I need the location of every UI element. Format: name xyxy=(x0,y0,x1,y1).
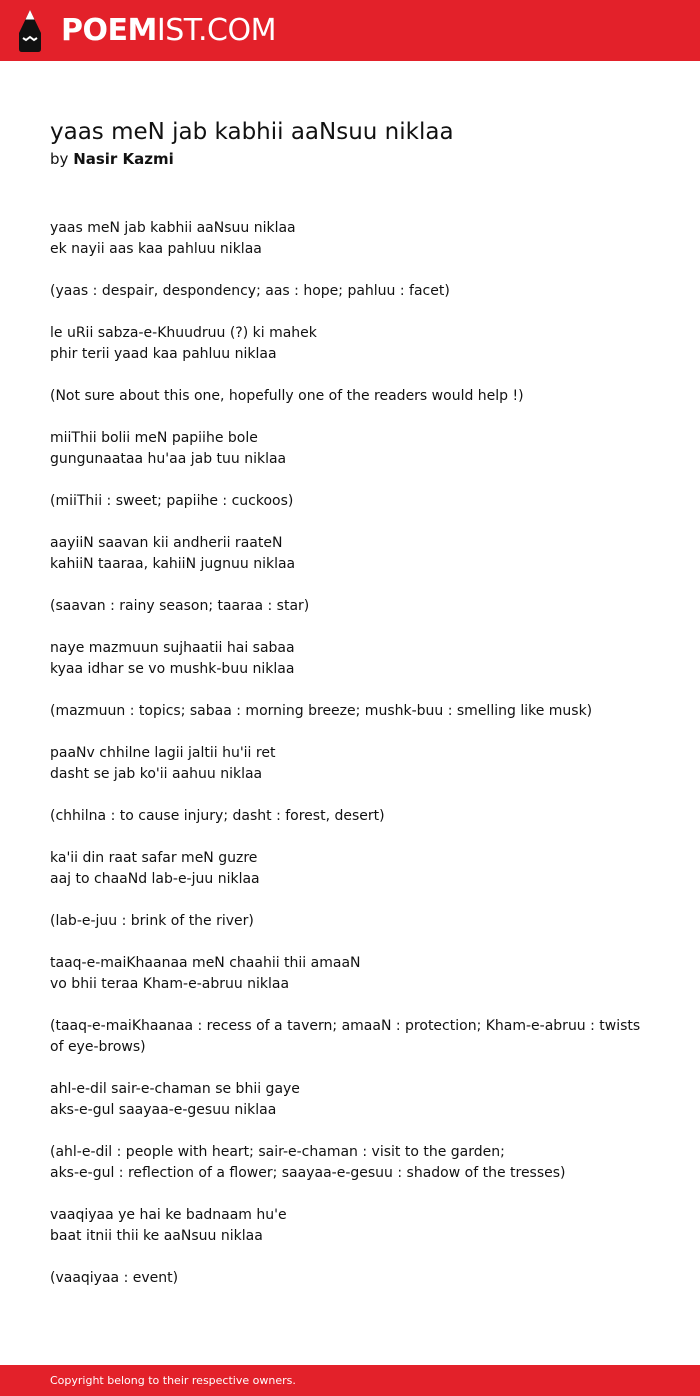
poem-line: aaj to chaaNd lab-e-juu niklaa xyxy=(50,871,260,887)
poem-content xyxy=(50,116,650,1310)
site-footer xyxy=(0,1365,700,1396)
word-meanings: (Not sure about this one, hopefully one of the readers would help !) xyxy=(50,388,524,404)
poem-stanza xyxy=(50,1142,650,1184)
poem-line: naye mazmuun sujhaatii hai sabaa xyxy=(50,640,295,656)
poem-line: aks-e-gul saayaa-e-gesuu niklaa xyxy=(50,1102,277,1118)
word-meanings: (lab-e-juu : brink of the river) xyxy=(50,913,254,929)
poem-line: phir terii yaad kaa pahluu niklaa xyxy=(50,346,277,362)
word-meanings: (saavan : rainy season; taaraa : star) xyxy=(50,598,310,614)
poem-line: ka'ii din raat safar meN guzre xyxy=(50,850,258,866)
logo-text-light: IST.COM xyxy=(156,13,276,48)
word-meanings: (yaas : despair, despondency; aas : hope; pahluu : facet) xyxy=(50,283,450,299)
poem-line: le uRii sabza-e-Khuudruu (?) ki mahek xyxy=(50,325,317,341)
site-logo-link[interactable] xyxy=(17,8,276,54)
poem-stanza xyxy=(50,848,650,890)
word-meanings: (miiThii : sweet; papiihe : cuckoos) xyxy=(50,493,294,509)
poem-stanza xyxy=(50,953,650,995)
poem-line: kyaa idhar se vo mushk-buu niklaa xyxy=(50,661,295,677)
poem-stanza xyxy=(50,428,650,470)
word-meanings: (chhilna : to cause injury; dasht : forest, desert) xyxy=(50,808,385,824)
logo-text-bold: POEM xyxy=(61,13,157,48)
poem-title: yaas meN jab kabhii aaNsuu niklaa xyxy=(50,119,454,145)
poem-line: ek nayii aas kaa pahluu niklaa xyxy=(50,241,262,257)
by-label: by xyxy=(50,150,69,168)
poem-line: miiThii bolii meN papiihe bole xyxy=(50,430,258,446)
poem-line: (ahl-e-dil : people with heart; sair-e-chaman : visit to the garden; xyxy=(50,1144,505,1160)
site-header xyxy=(0,0,700,61)
poem-stanza xyxy=(50,323,650,365)
poem-stanza xyxy=(50,533,650,575)
poem-stanza xyxy=(50,743,650,785)
pencil-tip-icon xyxy=(17,9,43,53)
poem-byline xyxy=(50,148,650,170)
poem-stanza xyxy=(50,1079,650,1121)
poem-stanza xyxy=(50,1205,650,1247)
poem-stanza xyxy=(50,638,650,680)
poem-line: kahiiN taaraa, kahiiN jugnuu niklaa xyxy=(50,556,296,572)
copyright-text: Copyright belong to their respective owners. xyxy=(50,1374,296,1387)
poem-line: vaaqiyaa ye hai ke badnaam hu'e xyxy=(50,1207,287,1223)
poem-line: ahl-e-dil sair-e-chaman se bhii gaye xyxy=(50,1081,300,1097)
author-link[interactable]: Nasir Kazmi xyxy=(73,150,174,168)
poem-line: vo bhii teraa Kham-e-abruu niklaa xyxy=(50,976,290,992)
poem-line: taaq-e-maiKhaanaa meN chaahii thii amaaN xyxy=(50,955,361,971)
poem-stanza xyxy=(50,218,650,260)
poem-line: aks-e-gul : reflection of a flower; saayaa-e-gesuu : shadow of the tresses) xyxy=(50,1165,566,1181)
poem-body xyxy=(50,218,650,1289)
word-meanings: (mazmuun : topics; sabaa : morning breeze; mushk-buu : smelling like musk) xyxy=(50,703,593,719)
site-logo-text xyxy=(61,13,276,48)
poem-line: aayiiN saavan kii andherii raateN xyxy=(50,535,283,551)
poem-line: gungunaataa hu'aa jab tuu niklaa xyxy=(50,451,287,467)
word-meanings: (vaaqiyaa : event) xyxy=(50,1270,179,1286)
poem-line: baat itnii thii ke aaNsuu niklaa xyxy=(50,1228,263,1244)
word-meanings: (taaq-e-maiKhaanaa : recess of a tavern; amaaN : protection; Kham-e-abruu : twists of eye-brows) xyxy=(50,1018,641,1055)
poem-line: yaas meN jab kabhii aaNsuu niklaa xyxy=(50,220,296,236)
poem-line: dasht se jab ko'ii aahuu niklaa xyxy=(50,766,263,782)
poem-line: paaNv chhilne lagii jaltii hu'ii ret xyxy=(50,745,276,761)
